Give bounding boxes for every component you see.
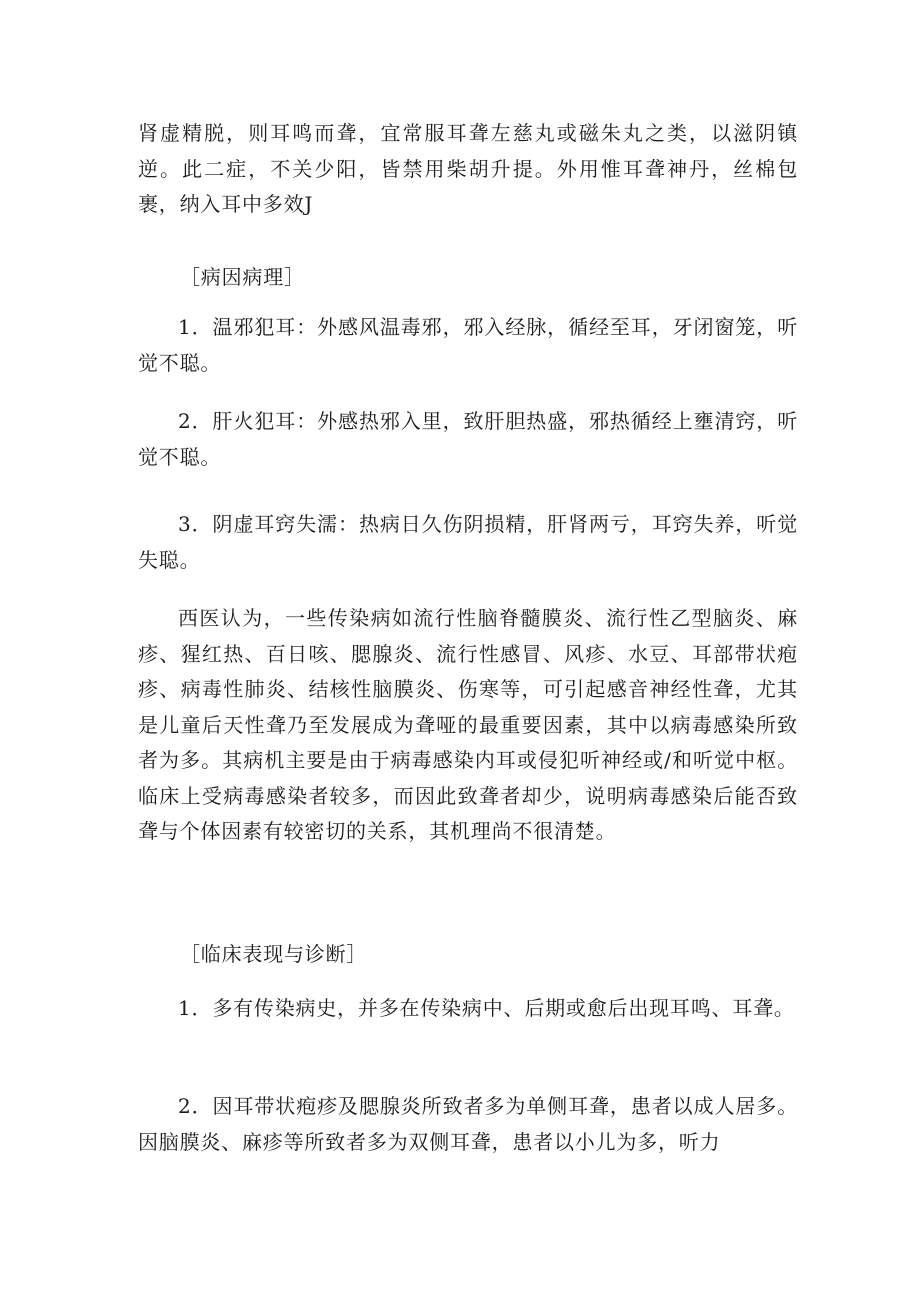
- paragraph-etiology-1: 1．温邪犯耳：外感风温毒邪，邪入经脉，循经至耳，牙闭窗笼，听觉不聪。: [138, 315, 798, 375]
- heading-clinical-diagnosis: ［临床表现与诊断］: [180, 942, 368, 966]
- paragraph-etiology-2: 2．肝火犯耳：外感热邪入里，致肝胆热盛，邪热循经上壅清窍，听觉不聪。: [138, 409, 798, 469]
- paragraph-diagnosis-1: 1．多有传染病史，并多在传染病中、后期或愈后出现耳鸣、耳聋。: [178, 996, 795, 1020]
- paragraph-etiology-3: 3．阴虚耳窍失濡：热病日久伤阴损精，肝肾两亏，耳窍失养，听觉失聪。: [138, 512, 798, 572]
- heading-etiology-pathology: ［病因病理］: [180, 265, 305, 289]
- paragraph-diagnosis-2: 2．因耳带状疱疹及腮腺炎所致者多为单侧耳聋，患者以成人居多。因脑膜炎、麻疹等所致者多为双侧耳聋，患者以小儿为多，听力: [138, 1094, 798, 1154]
- paragraph-western-medicine: 西医认为，一些传染病如流行性脑脊髓膜炎、流行性乙型脑炎、麻疹、猩红热、百日咳、腮腺炎、流行性感冒、风疹、水豆、耳部带状疱疹、病毒性肺炎、结核性脑膜炎、伤寒等，可引起感音神经性聋，尤其是儿童后天性聋乃至发展成为聋哑的最重要因素，其中以病毒感染所致者为多。其病机主要是由于病毒感染内耳或侵犯听神经或/和听觉中枢。临床上受病毒感染者较多，而因此致聋者却少，说明病毒感染后能否致聋与个体因素有较密切的关系，其机理尚不很清楚。: [138, 606, 798, 843]
- paragraph-kidney-deficiency: 肾虚精脱，则耳鸣而聋，宜常服耳聋左慈丸或磁朱丸之类，以滋阴镇逆。此二症，不关少阳，皆禁用柴胡升提。外用惟耳聋神丹，丝棉包裹，纳入耳中多效J: [138, 121, 798, 216]
